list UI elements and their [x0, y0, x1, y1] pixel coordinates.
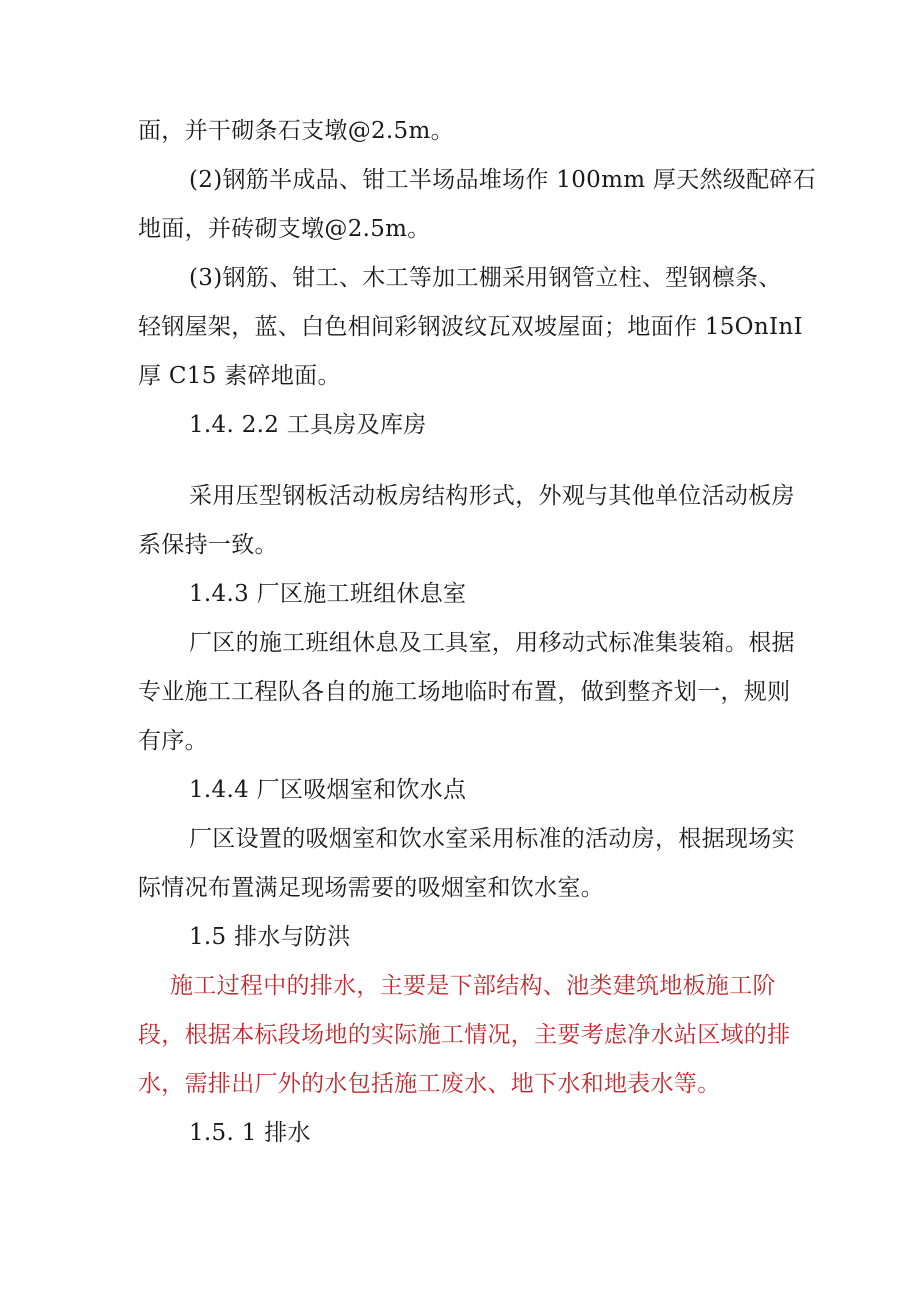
- text-line-3: 地面，并砖砌支墩@2.5m。: [138, 216, 431, 242]
- text-line-6: 厚 C15 素碎地面。: [138, 363, 341, 389]
- highlighted-text-line-18: 施工过程中的排水，主要是下部结构、池类建筑地板施工阶: [170, 973, 776, 999]
- text-line-12: 专业施工工程队各自的施工场地临时布置，做到整齐划一，规则: [138, 679, 791, 705]
- text-line-13: 有序。: [138, 728, 208, 754]
- section-heading-1-4-2-2: 1.4. 2.2 工具房及库房: [189, 412, 427, 438]
- text-line-4: (3)钢筋、钳工、木工等加工棚采用钢管立柱、型钢檩条、: [189, 265, 782, 291]
- section-heading-1-4-4: 1.4.4 厂区吸烟室和饮水点: [189, 777, 467, 803]
- text-line-8: 采用压型钢板活动板房结构形式，外观与其他单位活动板房: [189, 483, 795, 509]
- text-line-1: 面，并干砌条石支墩@2.5m。: [138, 118, 454, 144]
- text-line-16: 际情况布置满足现场需要的吸烟室和饮水室。: [138, 875, 604, 901]
- text-line-9: 系保持一致。: [138, 532, 278, 558]
- text-line-2: (2)钢筋半成品、钳工半场品堆场作 100mm 厚天然级配碎石: [189, 167, 817, 193]
- highlighted-text-line-19: 段，根据本标段场地的实际施工情况，主要考虑净水站区域的排: [138, 1022, 791, 1048]
- text-line-15: 厂区设置的吸烟室和饮水室采用标准的活动房，根据现场实: [189, 826, 795, 852]
- text-line-11: 厂区的施工班组休息及工具室，用移动式标准集装箱。根据: [189, 630, 795, 656]
- text-line-5: 轻钢屋架，蓝、白色相间彩钢波纹瓦双坡屋面；地面作 15OnInI: [138, 314, 803, 340]
- section-heading-1-5-1: 1.5. 1 排水: [189, 1120, 311, 1146]
- highlighted-text-line-20: 水，需排出厂外的水包括施工废水、地下水和地表水等。: [138, 1071, 721, 1097]
- section-heading-1-4-3: 1.4.3 厂区施工班组休息室: [189, 581, 467, 607]
- section-heading-1-5: 1.5 排水与防洪: [189, 924, 351, 950]
